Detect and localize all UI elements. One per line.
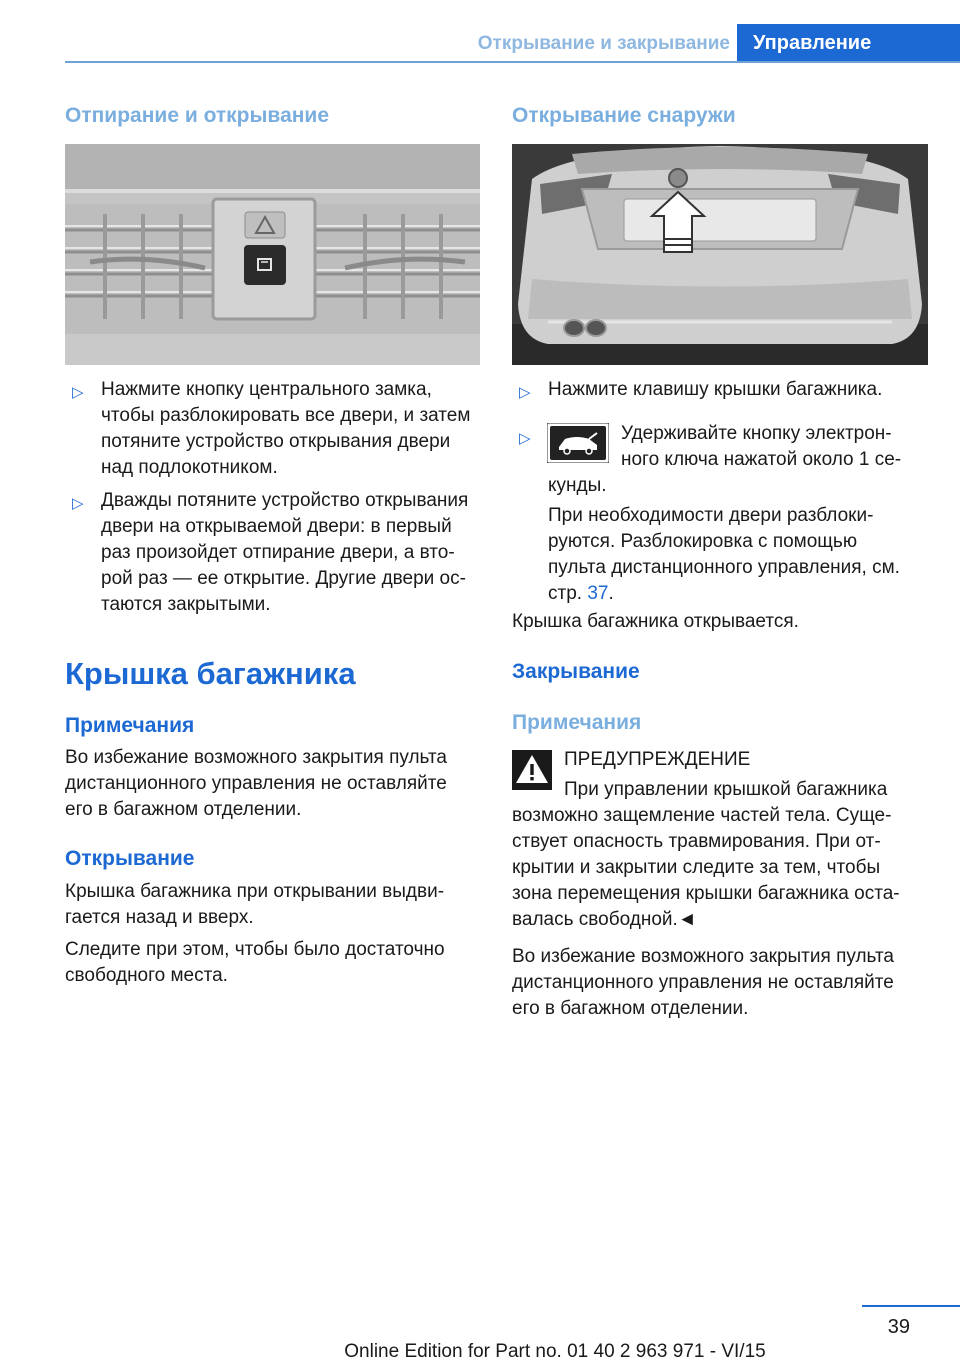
warning-line: валась свободной.◄ [512,909,697,930]
warning-line: зона перемещения крышки багажника оста‐ [512,883,900,904]
heading-opening: Открывание [65,847,195,870]
opening-line: гается назад и вверх. [65,907,254,928]
right-bullet-2-line: кунды. [548,475,607,496]
warning-line: ствует опасность травмирования. При от‐ [512,831,881,852]
right-bullet-2-line: Удерживайте кнопку электрон‐ [621,423,892,444]
right-bullet-1: Нажмите клавишу крышки багажника. [548,379,883,400]
right-bullet-2-para-line: пульта дистанционного управления, см. [548,557,900,578]
header-chapter-tab: Управление [737,24,960,63]
notes-line: его в багажном отделении. [65,799,302,820]
notes-text [65,745,480,823]
final-note-line: Во избежание возможного закрытия пульта [512,946,894,967]
left-bullet-2 [101,488,481,618]
left-bullet-1-line: чтобы разблокировать все двери, и затем [101,405,471,426]
warning-line: возможно защемление частей тела. Суще‐ [512,805,892,826]
left-bullet-2-line: Дважды потяните устройство открывания [101,490,469,511]
warning-triangle-icon [512,750,552,790]
header-rule [65,61,960,63]
right-bullet-2-para-line: При необходимости двери разблоки‐ [548,505,874,526]
warning-text [512,803,932,933]
final-note-line: дистанционного управления не оставляйте [512,972,894,993]
heading-notes-right: Примечания [512,711,642,734]
right-bullet-2-head [621,421,931,473]
final-note-line: его в багажном отделении. [512,998,749,1019]
opening-line: Крышка багажника при открывании выдви‐ [65,881,445,902]
left-bullet-1-line: Нажмите кнопку центрального замка, [101,379,432,400]
page-number: 39 [887,1316,910,1338]
page-reference-prefix: стр. [548,583,588,604]
left-bullet-1 [101,377,481,481]
left-bullet-2-line: таются закрытыми. [101,594,271,615]
car-trunk-exterior-image [512,144,928,365]
heading-closing: Закрывание [512,660,640,683]
left-bullet-2-line: рой раз — ее открытие. Другие двери ос‐ [101,568,466,589]
heading-notes: Примечания [65,714,195,737]
opening-para-2 [65,937,480,989]
left-bullet-1-line: над подлокотником. [101,457,278,478]
bullet-icon: ▷ [72,384,84,401]
central-lock-button-image [65,144,480,365]
trunk-opens-text: Крышка багажника открывается. [512,611,799,632]
car-trunk-key-icon [547,423,609,463]
right-bullet-2-para [548,503,928,607]
left-bullet-2-line: раз произойдет отпирание двери, а вто‐ [101,542,455,563]
footer-rule [862,1305,960,1307]
left-bullet-2-line: двери на открываемой двери: в первый [101,516,452,537]
right-bullet-2-para-line: руются. Разблокировка с помощью [548,531,858,552]
footer-edition: Online Edition for Part no. 01 40 2 963 971 - VI/15 [344,1341,766,1362]
notes-line: Во избежание возможного закрытия пульта [65,747,447,768]
page-reference [548,581,928,607]
header-section-title: Открывание и закрывание [477,33,730,54]
warning-line: крытии и закрытии следите за тем, чтобы [512,857,881,878]
warning-label: ПРЕДУПРЕЖДЕНИЕ [564,749,751,770]
bullet-icon: ▷ [519,384,531,401]
notes-line: дистанционного управления не оставляйте [65,773,447,794]
opening-line: Следите при этом, чтобы было достаточно [65,939,445,960]
section-title-trunk-lid: Крышка багажника [65,656,356,691]
bullet-icon: ▷ [519,430,531,447]
left-bullet-1-line: потяните устройство открывания двери [101,431,451,452]
heading-open-outside: Открывание снаружи [512,104,736,127]
opening-para-1 [65,879,480,931]
opening-line: свободного места. [65,965,228,986]
page-reference-link[interactable]: 37 [587,583,609,604]
warning-first-line: При управлении крышкой багажника [564,779,888,800]
heading-unlock-open: Отпирание и открывание [65,104,330,127]
final-note [512,944,932,1022]
right-bullet-2-line: ного ключа нажатой около 1 се‐ [621,449,902,470]
page-reference-suffix: . [608,583,614,604]
bullet-icon: ▷ [72,495,84,512]
